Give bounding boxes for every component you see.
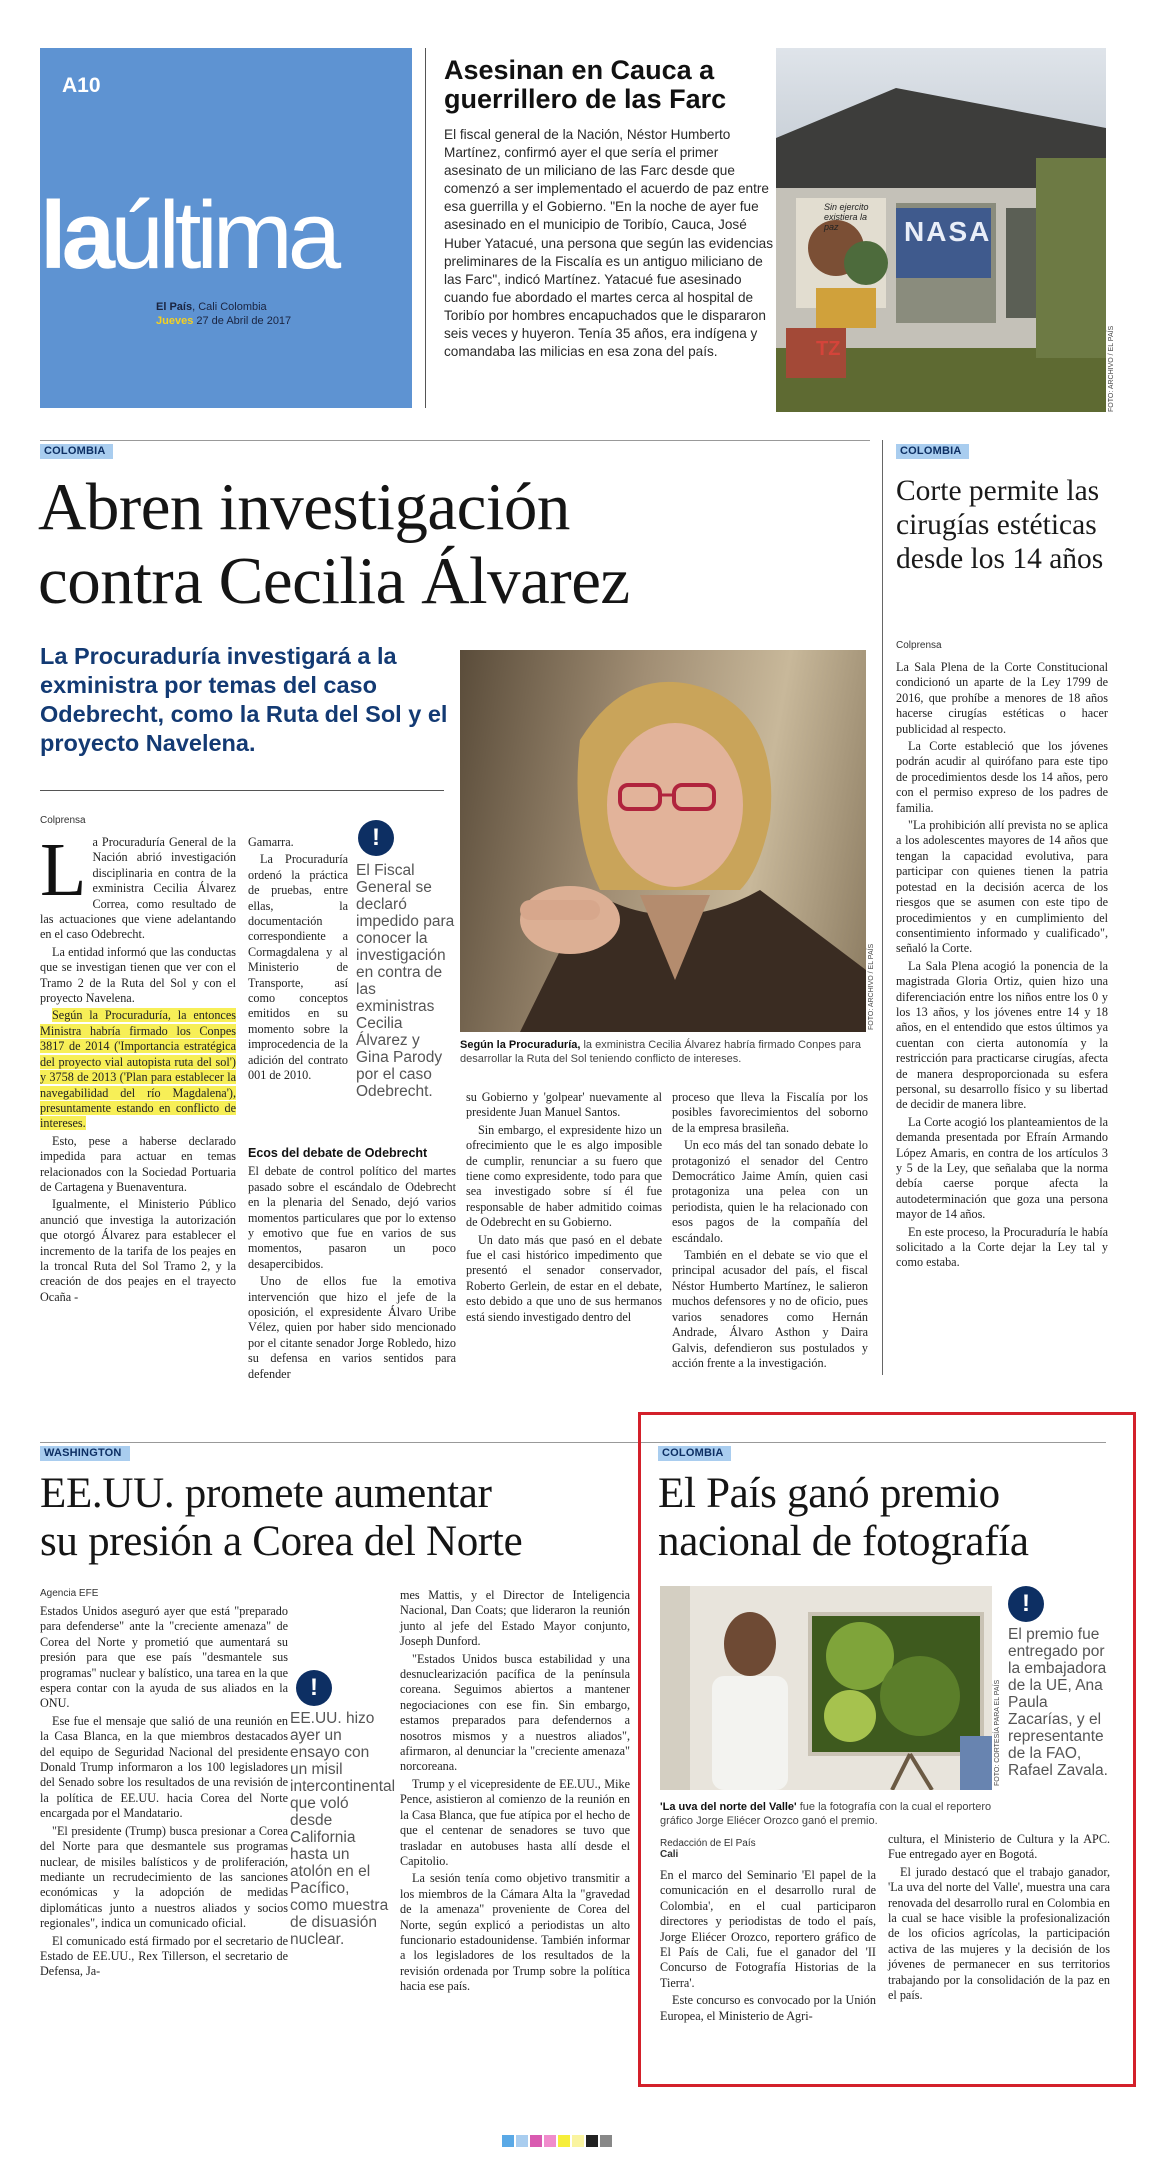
award-photo-caption: [660, 1800, 1010, 1828]
page-number: A10: [62, 74, 101, 97]
side-divider: [882, 440, 883, 1375]
main-col-1: [40, 828, 236, 1307]
side-column: [896, 660, 1108, 1273]
main-para-5: Igualmente, el Ministerio Público anunció que investiga la autorización que otorgó Álvarez para establecer el incremento de la tarifa de los peajes en la troncal Ruta del Sol Tramo 2, y la creación de dos peajes en el trayecto Ocaña -: [40, 1197, 236, 1304]
main-deck: La Procuraduría investigará a la exministra por temas del caso Odebrecht, como la Ruta del Sol y el proyecto Navelena.: [40, 643, 448, 756]
brief-photo-credit: FOTO: ARCHIVO / EL PAÍS: [1108, 325, 1115, 412]
main-c3-para-1: su Gobierno y 'golpear' nuevamente al presidente Juan Manuel Santos.: [466, 1090, 662, 1120]
award-callout: El premio fue entregado por la embajadora de la UE, Ana Paula Zacarías, y el representante de la FAO, Rafael Zavala.: [1008, 1626, 1108, 1779]
main-headline-line1: Abren investigación: [38, 470, 570, 544]
info-icon: !: [296, 1670, 332, 1706]
main-subhead: Ecos del debate de Odebrecht: [248, 1146, 428, 1160]
mural-text-1: Sin ejercito existiera la paz: [824, 202, 869, 232]
side-headline: Corte permite las cirugías estéticas desde los 14 años: [896, 475, 1104, 575]
main-deck-rule: [40, 790, 444, 791]
logo-prefix: la: [40, 182, 111, 289]
award-photo-illustration: [660, 1586, 992, 1790]
award-headline-line1: El País ganó premio: [658, 1470, 1000, 1517]
dropcap: L: [40, 828, 87, 912]
main-callout: El Fiscal General se declaró impedido para conocer la investigación en contra de las exministras Cecilia Álvarez y Gina Parody por el caso Odebrecht.: [356, 862, 455, 1100]
award-para-1: En el marco del Seminario 'El papel de la comunicación en el desarrollo rural de Colombia', en el cual participaron directores y periodistas de todo el país, Jorge Eliécer Orozco, reportero gráfico de El País de Cali, fue el ganador del 'II Concurso de Fotografía Historias de la Tierra'.: [660, 1868, 876, 1990]
main-para-3: [40, 1008, 236, 1131]
award-para-2: Este concurso es convocado por la Unión Europea, el Ministerio de Agri-: [660, 1993, 876, 2023]
usa-para-4: El comunicado está firmado por el secretario de Estado de EE.UU., Rex Tillerson, el secretario de Defensa, Ja-: [40, 1933, 288, 1979]
side-para-5: La Corte acogió los planteamientos de la demanda presentada por Efraín Armando López Amaris, en contra de los artículos 3 y 5 de la Ley, que señalaba que la norma debía caerse porque afecta la autodeterminación que goza una persona mayor de 14 años.: [896, 1114, 1108, 1222]
main-section-tag: COLOMBIA: [40, 444, 113, 459]
paper-city: , Cali Colombia: [192, 301, 267, 313]
main-headline: [38, 470, 878, 618]
side-para-2: La Corte estableció que los jóvenes podrán acudir al quirófano para este tipo de procedimientos desde los 14 años, pero con el permiso expreso de los padres de familia.: [896, 739, 1108, 815]
award-caption-text: fue la fotografía con la cual el reportero gráfico Jorge Eliécer Orozco ganó el premio.: [660, 1801, 992, 1827]
highlighted-text: Según la Procuraduría, la entonces Ministra habría firmado los Conpes 3817 de 2014 ('Importancia estratégica del proyecto vial autopista ruta del sol') y 3758 de 2013 ('Plan para establecer la navegabilidad del río Magdalena'), presuntamente estando en conflicto de intereses.: [40, 1008, 236, 1131]
award-section-tag: COLOMBIA: [658, 1446, 731, 1461]
main-c4-para-3: También en el debate se vio que el principal acusador del país, el fiscal Néstor Humberto Martínez, le salieron muchos defensores y no de oficio, pues varios senadores como Hernán Andrade, Álvaro Asthon y Daira Galvis, defendieron sus postulados y acción frente a la investigación.: [672, 1248, 868, 1370]
brief-divider: [425, 48, 426, 408]
masthead-dateline: [156, 300, 291, 328]
brief-title-line1: Asesinan en Cauca a: [444, 55, 715, 85]
award-c2-para-2: El jurado destacó que el trabajo ganador, 'La uva del norte del Valle', muestra una cara renovada del desarrollo rural en Colombia en la cual se hace visible la profesionalización de los oficios agrícolas, la participación activa de las mujeres y la decisión de los jóvenes de permanecer en sus territorios trabajando por la consolidación de la paz en el país.: [888, 1864, 1110, 2003]
side-para-1: La Sala Plena de la Corte Constitucional condicionó un aparte de la Ley 1799 de 2016, que prohíbe a menores de 18 años hacerse cirugías estéticas o hacer publicidad al respecto.: [896, 660, 1108, 736]
usa-byline: Agencia EFE: [40, 1588, 99, 1599]
usa-headline-line2: su presión a Corea del Norte: [40, 1518, 523, 1565]
brief-title-line2: guerrillero de las Farc: [444, 84, 727, 114]
main-photo: [460, 650, 866, 1032]
main-col-4: [672, 1090, 868, 1373]
usa-headline-line1: EE.UU. promete aumentar: [40, 1470, 492, 1517]
brief-title: [444, 56, 784, 114]
usa-c3-para-4: La sesión tenía como objetivo transmitir a los miembros de la Cámara Alta la "gravedad de la amenaza" proveniente de Corea del Norte, según explicó a periodistas un alto funcionario estadounidense. También informar a los legisladores de los resultados de la revisión ordenada por Trump sobre la política hacia ese país.: [400, 1871, 630, 1994]
award-byline-2: Cali: [660, 1849, 679, 1860]
award-headline: [658, 1470, 1128, 1566]
usa-c3-para-1: mes Mattis, y el Director de Inteligencia Nacional, Dan Coats; que lideraron la reunión junto al jefe del Estado Mayor conjunto, Joseph Dunford.: [400, 1588, 630, 1649]
mural-text-2: NASA: [904, 216, 992, 247]
award-col-2: [888, 1832, 1110, 2005]
caption-text: la exministra Cecilia Álvarez habría firmado Conpes para desarrollar la Ruta del Sol teniendo conflicto de intereses.: [460, 1039, 862, 1065]
main-col-3: [466, 1090, 662, 1327]
award-caption-lead: 'La uva del norte del Valle': [660, 1801, 797, 1813]
side-section-tag: COLOMBIA: [896, 444, 969, 459]
main-c4-para-1: proceso que lleva la Fiscalía por los posibles favorecimientos del soborno de la empresa brasileña.: [672, 1090, 868, 1135]
usa-callout: EE.UU. hizo ayer un ensayo con un misil intercontinental que voló desde California hasta un atolón en el Pacífico, como muestra de disuasión nuclear.: [290, 1710, 396, 1948]
usa-section-tag: WASHINGTON: [40, 1446, 130, 1461]
usa-col-1: [40, 1604, 288, 1982]
award-byline-1: Redacción de El País: [660, 1838, 756, 1849]
main-c2-para-4: Uno de ellos fue la emotiva intervención que hizo el jefe de la oposición, el expresidente Álvaro Uribe Vélez, quien por haber sido mencionado por el citante senador Jorge Robledo, hizo su defensa en varios sentidos para defender: [248, 1274, 456, 1381]
usa-para-2: Ese fue el mensaje que salió de una reunión en la Casa Blanca, en la que miembros destacados del equipo de Seguridad Nacional del presidente Donald Trump informaron a los 100 legisladores del Senado sobre los resultados de una revisión de la política de EE.UU. hacia Corea del Norte encargada por el Mandatario.: [40, 1713, 288, 1821]
award-headline-line2: nacional de fotografía: [658, 1518, 1029, 1565]
award-col-1: [660, 1868, 876, 2026]
main-para-2: La entidad informó que las conductas que se investigan tienen que ver con el Tramo 2 de la Ruta del Sol y con el proyecto Navelena.: [40, 944, 236, 1006]
main-c2-para-2: La Procuraduría ordenó la práctica de pruebas, entre ellas, la documentación correspondiente a Cormagdalena y al Ministerio de Transporte, así como conceptos emitidos en su momento sobre la improcedencia de la adición del contrato 001 de 2010.: [248, 852, 348, 1083]
caption-lead: Según la Procuraduría,: [460, 1039, 581, 1051]
main-c2-para-3: El debate de control político del martes pasado sobre el escándalo de Odebrecht en la plenaria del Senado, dejó varios momentos particulares que por lo extenso y emotivo que fue en varios de sus momentos, pasaron un poco desapercibidos.: [248, 1164, 456, 1271]
main-c2-para-1: Gamarra.: [248, 835, 294, 849]
weekday: Jueves: [156, 315, 194, 327]
side-byline: Colprensa: [896, 640, 942, 651]
main-photo-credit: FOTO: ARCHIVO / EL PAÍS: [868, 943, 875, 1030]
usa-para-3: "El presidente (Trump) busca presionar a Corea del Norte para que desmantele sus programas nuclear, de misiles balísticos y de proliferación, mediante un recrudecimiento de las sanciones económicas y la adopción de medidas diplomáticas junto a nuestros aliados y socios regionales", indica un comunicado oficial.: [40, 1823, 288, 1931]
section-logo: [40, 182, 337, 289]
info-icon: !: [358, 820, 394, 856]
usa-col-3: [400, 1588, 630, 1997]
usa-headline: [40, 1470, 640, 1566]
main-c4-para-2: Un eco más del tan sonado debate lo protagonizó el senador del Centro Democrático Jaime Amín, quien casi protagoniza una pelea con un periodista, quien le ha relacionado con esos pagos de la compañía del escándalo.: [672, 1138, 868, 1245]
paper-name: El País: [156, 301, 193, 313]
usa-para-1: Estados Unidos aseguró ayer que está "preparado para defenderse" ante la "creciente amenaza" de Corea del Norte y prometió que aumentará su presión para que ese país "desmantele sus programas" nuclear y balístico, una tarea en la que espera contar con la ayuda de sus aliados en la ONU.: [40, 1604, 288, 1711]
main-byline: Colprensa: [40, 815, 86, 826]
award-c2-para-1: cultura, el Ministerio de Cultura y la APC. Fue entregado ayer en Bogotá.: [888, 1832, 1110, 1862]
main-col-2-top: [248, 835, 348, 1086]
award-byline: [660, 1838, 756, 1860]
brief-photo: [776, 48, 1106, 412]
award-photo: [660, 1586, 992, 1790]
main-photo-caption: [460, 1038, 870, 1066]
main-para-1: La Procuraduría General de la Nación abrió investigación disciplinaria en contra de la exministra Cecilia Álvarez Correa, como resultado de las actuaciones que viene adelantando en el caso Odebrecht.: [40, 828, 236, 942]
mural-text-3: TZ: [816, 338, 841, 360]
main-c3-para-2: Sin embargo, el expresidente hizo un ofrecimiento que le es algo imposible de cumplir, renunciar a su fuero que tiene como expresidente, todo para que sea investigado sobre sí él fue responsable de haber admitido coimas de Odebrecht en su Gobierno.: [466, 1122, 662, 1230]
brief-body: El fiscal general de la Nación, Néstor Humberto Martínez, confirmó ayer el que sería el primer asesinato de un miliciano de las Farc desde que comenzó a ser implementado el acuerdo de paz entre esa guerrilla y el Gobierno. "En la noche de ayer fue asesinado en el municipio de Toribío, Cauca, José Huber Yatacué, una persona que según las evidencias preliminares de la Fiscalía es un antiguo miliciano de las Farc", indicó Martínez. Yatacué fue asesinado cuando fue abordado el martes cerca al hospital de Toribío por hombres encapuchados que le dispararon seis veces y huyeron. Tenía 35 años, era indígena y comandaba las milicias en esa zona del país.: [444, 127, 773, 360]
main-c3-para-3: Un dato más que pasó en el debate fue el casi histórico impedimento que presentó el senador conservador, Roberto Gerlein, de estar en el debate, esto debido a que uno de sus hermanos está siendo investigado dentro del: [466, 1232, 662, 1324]
main-headline-line2: contra Cecilia Álvarez: [38, 544, 630, 618]
main-top-rule: [40, 440, 870, 441]
usa-c3-para-2: "Estados Unidos busca estabilidad y una desnuclearización pacífica de la península coreana. Seguimos abiertos a mantener negociaciones con ese fin. Sin embargo, estamos preparados para defendernos a nosotros mismos y a nuestros aliados", afirmaron, al denunciar la "creciente amenaza" norcoreana.: [400, 1651, 630, 1774]
main-para-4: Esto, pese a haberse declarado impedida para actuar en temas relacionados con la Sociedad Portuaria de Cartagena y Buenaventura.: [40, 1133, 236, 1194]
side-para-3: "La prohibición allí prevista no se aplica a los adolescentes mayores de 14 años que tengan la capacidad evolutiva, para participar con quienes tienen la patria potestad en la decisión acerca de los riesgos que se asumen con este tipo de procedimientos y en cumplimiento del consentimiento informado y cualificado", señaló la Corte.: [896, 818, 1108, 956]
award-photo-credit: FOTO: CORTESÍA PARA EL PAÍS: [994, 1679, 1001, 1786]
cecilia-portrait: [460, 650, 866, 1032]
info-icon: !: [1008, 1586, 1044, 1622]
date: 27 de Abril de 2017: [193, 315, 292, 327]
logo-suffix: última: [110, 182, 337, 289]
section-masthead: [40, 48, 412, 408]
side-para-4: La Sala Plena acogió la ponencia de la magistrada Gloria Ortiz, quien hizo una diferenciación entre los niños entre los 0 y los 13 años, y los jóvenes entre 14 y 18 años, en el entendido que estos últimos ya cuentan con cierta autonomía y la restricción para practicarse cirugías, afecta de manera desproporcionada su esfera personal, su desarrollo físico y su libertad de decidir de manera libre.: [896, 958, 1108, 1112]
usa-c3-para-3: Trump y el vicepresidente de EE.UU., Mike Pence, asistieron al comienzo de la reunión en la Casa Blanca, que fue atípica por el hecho de que el centenar de senadores se tuvo que trasladar en autobuses hasta allí desde el Capitolio.: [400, 1776, 630, 1868]
side-para-6: En este proceso, la Procuraduría le había solicitado a la Corte dejar la Ley tal y como estaba.: [896, 1224, 1108, 1270]
main-col-2-bottom: [248, 1140, 456, 1384]
print-register-marks: [502, 2134, 652, 2146]
